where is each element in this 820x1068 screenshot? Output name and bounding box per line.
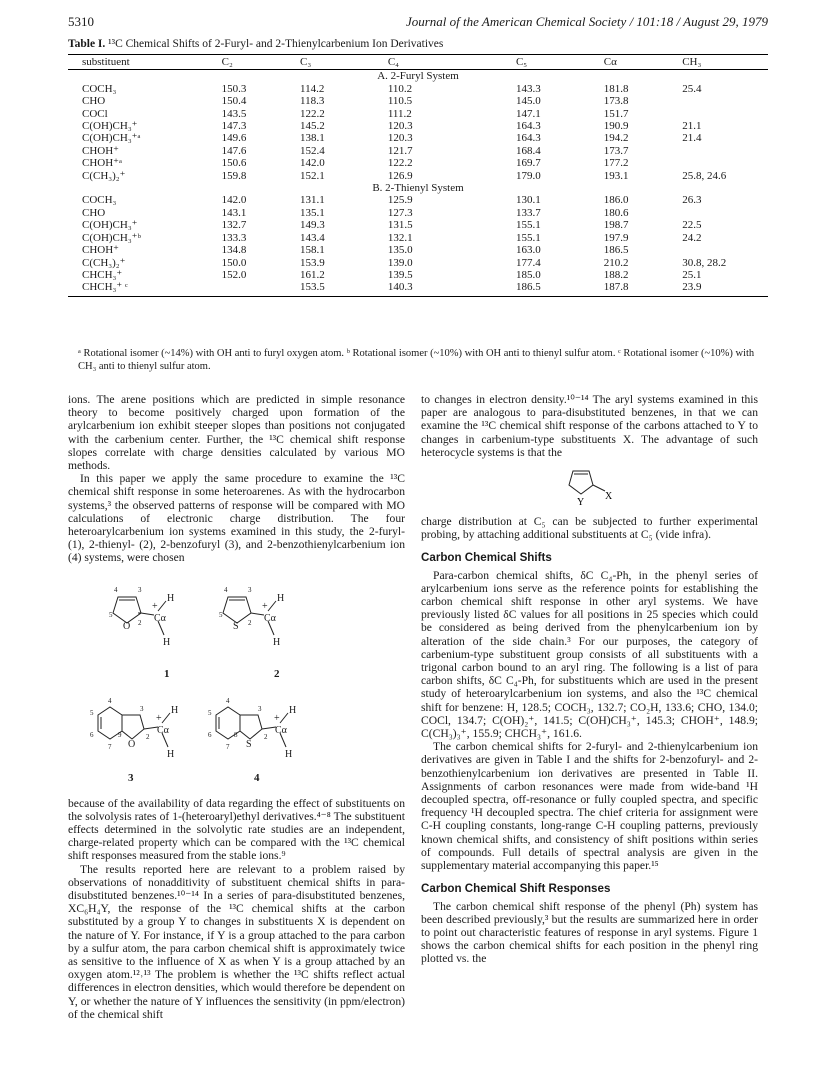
- table-cell: [682, 108, 768, 120]
- column-header: CH₃: [682, 55, 768, 70]
- table-cell: 126.9: [387, 169, 413, 182]
- table-cell: 181.8: [603, 82, 629, 95]
- table-cell: 22.5: [682, 219, 702, 232]
- table-cell: 21.1: [682, 120, 702, 133]
- svg-text:3: 3: [258, 704, 262, 713]
- table-cell: 188.2: [603, 268, 629, 281]
- column-header: substituent: [68, 55, 222, 70]
- svg-text:+: +: [262, 600, 268, 612]
- paragraph: The carbon chemical shifts for 2-furyl- and 2-thienylcarbenium ion derivatives are given in Table I and the shifts for 2-benzofuryl- and 2-benzothienylcarbenium ion derivatives are presented in Table II. Assignments of carbon resonances were made from wide-band ¹H decoupled spectra, off-resonance or fully coupled spectra, and specific frequency ¹H decoupled spectra. The chief criteria for assignment were C-H coupling constants, long-range C-H coupling patterns, previously known chemical shifts, and consistency of shift positions within series of compounds. Full details of spectral analysis are given in the supplementary material accompanying this paper.¹⁵: [421, 740, 758, 873]
- table-cell: 26.3: [682, 194, 702, 207]
- atom-o-3: O: [128, 738, 136, 750]
- svg-text:8: 8: [234, 730, 238, 739]
- table-cell: C(CH₃)₂⁺: [82, 169, 126, 182]
- table-cell: CHO: [82, 95, 106, 108]
- table-cell: 25.4: [682, 82, 702, 95]
- svg-text:9: 9: [118, 730, 122, 739]
- table-row: [68, 194, 768, 206]
- table-cell: 135.1: [300, 206, 325, 219]
- table-cell: 163.0: [515, 244, 541, 257]
- table-cell: 155.1: [515, 219, 541, 232]
- section-row: [68, 70, 768, 83]
- svg-text:7: 7: [108, 742, 112, 751]
- shift-table: [68, 54, 768, 297]
- table-cell: C(CH₃)₂⁺: [82, 256, 126, 269]
- table-cell: CHOH⁺ᵃ: [82, 157, 122, 170]
- table-cell: 132.1: [387, 231, 413, 244]
- svg-text:H: H: [277, 592, 285, 604]
- table-cell: 130.1: [515, 194, 541, 207]
- svg-text:3: 3: [140, 704, 144, 713]
- table-cell: 25.8, 24.6: [682, 169, 727, 182]
- svg-text:3: 3: [138, 585, 142, 594]
- carbon-alpha-2: Cα: [264, 612, 276, 624]
- svg-text:+: +: [274, 712, 280, 724]
- table-cell: COCH₃: [82, 82, 117, 95]
- svg-text:5: 5: [219, 610, 223, 619]
- svg-text:3: 3: [248, 585, 252, 594]
- svg-text:H: H: [171, 704, 179, 716]
- column-header: C₅: [516, 55, 604, 70]
- table-cell: 185.0: [515, 268, 541, 281]
- table-cell: 152.1: [300, 169, 325, 182]
- table-cell: 147.1: [515, 107, 541, 120]
- table-cell: 149.6: [221, 132, 247, 145]
- svg-text:5: 5: [208, 708, 212, 717]
- section-label: A. 2-Furyl System: [377, 70, 459, 83]
- column-header: C₄: [388, 55, 516, 70]
- table-cell: 110.5: [387, 95, 413, 108]
- svg-text:4: 4: [226, 696, 230, 705]
- table-cell: 147.3: [221, 120, 247, 133]
- table-row: [68, 95, 768, 107]
- table-cell: 121.7: [387, 144, 413, 157]
- table-row: [68, 207, 768, 219]
- table-cell: 151.7: [603, 107, 629, 120]
- table-row: [68, 244, 768, 256]
- table-cell: 173.7: [603, 144, 629, 157]
- table-cell: 133.3: [221, 231, 247, 244]
- svg-text:H: H: [163, 636, 171, 648]
- section-label: B. 2-Thienyl System: [372, 182, 464, 195]
- table-cell: 140.3: [388, 281, 516, 296]
- paragraph: Para-carbon chemical shifts, δC C₄-Ph, in the phenyl series of arylcarbenium ions serve as the reference points for establishing the carbon chemical shift response in other aryl systems. We have previously listed δC values for all positions in 25 species which could be considered as being derived from the phenylcarbenium ion by alteration of the side chain.³ For our purposes, the category of carbenium-type substituent group consists of all substituents with a trigonal carbon bound to an aryl ring. The following is a list of para carbon shifts, δC C₄-Ph, for substituents which are used in the present study of heteroarylcarbenium ion systems, and also the ¹³C chemical shift for benzene: H, 128.5; COCH₃, 132.7; CO₂H, 133.6; CHO, 134.0; COCl, 134.7; C(OH)₂⁺, 141.5; C(OH)CH₃⁺, 145.3; CHOH⁺, 148.9; C(CH₃)₃⁺, 155.9; CHCH₃⁺, 161.6.: [421, 568, 758, 741]
- table-cell: 138.1: [300, 132, 325, 145]
- table-cell: 122.2: [387, 157, 413, 170]
- table-row: [68, 257, 768, 269]
- table-cell: 150.0: [221, 256, 247, 269]
- section-heading: Carbon Chemical Shift Responses: [421, 882, 611, 896]
- column-header: C₂: [222, 55, 300, 70]
- compound-label-4: 4: [254, 771, 260, 784]
- table-cell: CHOH⁺: [82, 144, 119, 157]
- table-row: [68, 120, 768, 132]
- svg-text:4: 4: [108, 696, 112, 705]
- svg-text:4: 4: [114, 585, 118, 594]
- compound-label-1: 1: [164, 667, 170, 680]
- table-cell: 118.3: [300, 95, 325, 108]
- table-cell: 24.2: [682, 231, 702, 244]
- table-cell: 120.3: [387, 120, 413, 133]
- table-cell: 145.0: [515, 95, 541, 108]
- table-row: [68, 157, 768, 169]
- section-row: [68, 182, 768, 194]
- substituent-x: X: [605, 491, 613, 503]
- heteroatom-y: Y: [577, 497, 585, 509]
- table-row: [68, 145, 768, 157]
- table-cell: C(OH)CH₃⁺: [82, 120, 138, 133]
- table-cell: 143.5: [221, 107, 247, 120]
- table-cell: 153.9: [300, 256, 325, 269]
- table-cell: 164.3: [515, 132, 541, 145]
- svg-text:2: 2: [146, 732, 150, 741]
- svg-text:+: +: [152, 600, 158, 612]
- table-cell: CHCH₃⁺: [82, 268, 123, 281]
- table-row: [68, 108, 768, 120]
- table-cell: 120.3: [387, 132, 413, 145]
- table-cell: 111.2: [387, 107, 412, 120]
- svg-text:5: 5: [90, 708, 94, 717]
- table-cell: [682, 207, 768, 219]
- right-column: [421, 393, 758, 966]
- table-cell: 139.0: [387, 256, 413, 269]
- table-row: [68, 170, 768, 182]
- paragraph: The results reported here are relevant to a problem raised by observations of nonadditivity of substituent chemical shifts in para-disubstituted benzenes.¹⁰⁻¹⁴ In a series of para-disubstituted benzenes, XC₆H₄Y, the response of the ¹³C chemical shifts at the carbon substituted by a group Y to changes in substituents X is dependent on the nature of Y. For instance, if Y is a group attached to the para carbon by a sulfur atom, the para carbon chemical shift is approximately twice as sensitive to the influence of X as when Y is a group attached by an oxygen atom.¹²˒¹³ The problem is whether the ¹³C shifts reflect actual differences in electron densities, which would therefore be dependent on Y, or whether the nature of Y influences the sensitivity (in ppm/electron) of the chemical shift: [68, 862, 405, 1021]
- table-cell: 186.0: [603, 194, 629, 207]
- atom-s-2: S: [233, 620, 239, 632]
- column-header: C₃: [300, 55, 388, 70]
- svg-text:H: H: [285, 748, 293, 760]
- section-heading: Carbon Chemical Shifts: [421, 551, 552, 565]
- paragraph: because of the availability of data regarding the effect of substituents on the solvolysis rates of 1-(heteroaryl)ethyl derivatives.⁴⁻⁸ The substituent effects determined in the solvolytic rate studies are an independent, charge-related property which can be compared with the ¹³C chemical shift responses measured from the stable ions.⁹: [68, 796, 405, 863]
- table-cell: 122.2: [300, 107, 325, 120]
- table-cell: CHO: [82, 206, 106, 219]
- table-cell: 150.4: [221, 95, 247, 108]
- svg-text:H: H: [167, 592, 175, 604]
- table-cell: [222, 281, 300, 296]
- table-cell: 173.8: [603, 95, 629, 108]
- table-cell: COCH₃: [82, 194, 117, 207]
- table-cell: 21.4: [682, 132, 702, 145]
- table-cell: 168.4: [515, 144, 541, 157]
- table-row: [68, 132, 768, 144]
- table-cell: COCl: [82, 107, 108, 120]
- table-caption: Table I. ¹³C Chemical Shifts of 2-Furyl- and 2-Thienylcarbenium Ion Derivatives: [68, 38, 444, 50]
- table-cell: 127.3: [387, 206, 413, 219]
- table-cell: 164.3: [515, 120, 541, 133]
- table-row: [68, 232, 768, 244]
- svg-text:2: 2: [264, 732, 268, 741]
- atom-o-1: O: [123, 620, 131, 632]
- table-cell: 131.1: [300, 194, 325, 207]
- table-cell: 152.0: [221, 268, 247, 281]
- table-row: [68, 219, 768, 231]
- paragraph: In this paper we apply the same procedure to examine the ¹³C chemical shift response in some heteroarenes. As with the hydrocarbon systems,³ the observed patterns of response will be compared with MO calculations of electronic charge distribution. The four heteroarylcarbenium ion systems examined in this study, the 2-furyl- (1), 2-thienyl- (2), 2-benzofuryl (3), and 2-benzothienylcarbenium ion (4) systems, were chosen: [68, 472, 405, 565]
- table-cell: 143.3: [515, 82, 541, 95]
- table-cell: 135.0: [387, 244, 413, 257]
- table-cell: 180.6: [603, 206, 629, 219]
- table-cell: 169.7: [515, 157, 541, 170]
- heterocycle-figure: [421, 461, 758, 513]
- svg-text:H: H: [289, 704, 297, 716]
- table-cell: [682, 157, 768, 169]
- table-cell: 150.3: [221, 82, 247, 95]
- table-cell: 23.9: [682, 281, 768, 296]
- table-cell: 179.0: [515, 169, 541, 182]
- svg-text:2: 2: [138, 618, 142, 627]
- svg-text:H: H: [167, 748, 175, 760]
- table-cell: 132.7: [221, 219, 247, 232]
- table-cell: 210.2: [603, 256, 629, 269]
- table-cell: 193.1: [603, 169, 629, 182]
- carbon-alpha-3: Cα: [157, 724, 169, 736]
- table-cell: 30.8, 28.2: [682, 256, 727, 269]
- table-footnote: ᵃ Rotational isomer (~14%) with OH anti to furyl oxygen atom. ᵇ Rotational isomer (~10%) with OH anti to thienyl sulfur atom. ᶜ Rotational isomer (~10%) with CH₃ anti to thienyl sulfur atom.: [78, 348, 755, 372]
- table-cell: 142.0: [300, 157, 325, 170]
- table-cell: 145.2: [300, 120, 325, 133]
- table-cell: 143.4: [300, 231, 325, 244]
- table-cell: [682, 95, 768, 107]
- table-cell: C(OH)CH₃⁺: [82, 219, 138, 232]
- paragraph: ions. The arene positions which are predicted in simple resonance theory to become positively charged upon formation of the arylcarbenium ion exhibit steeper slopes than positions not conjugated with the carbenium center. Further, the ¹³C chemical shift response slopes correlate with charge densities calculated by various MO methods.: [68, 393, 405, 473]
- table-cell: 155.1: [515, 231, 541, 244]
- carbon-alpha-4: Cα: [275, 724, 287, 736]
- paragraph: The carbon chemical shift response of the phenyl (Ph) system has been described previously,³ but the results are summarized here in order to point out characteristic features of response in aryl systems. Figure 1 shows the carbon chemical shifts for each position in the phenyl ring plotted vs. the: [421, 899, 758, 966]
- table-cell: 131.5: [387, 219, 413, 232]
- table-cell: 150.6: [221, 157, 247, 170]
- page-header: [68, 14, 768, 32]
- table-cell: 139.5: [387, 268, 413, 281]
- table-cell: 143.1: [221, 206, 247, 219]
- table-cell: [682, 145, 768, 157]
- table-cell: 133.7: [515, 206, 541, 219]
- svg-text:H: H: [273, 636, 281, 648]
- svg-text:5: 5: [109, 610, 113, 619]
- table-cell: [682, 244, 768, 256]
- carbon-alpha-1: Cα: [154, 612, 166, 624]
- table-row: [68, 281, 768, 296]
- table-cell: 194.2: [603, 132, 629, 145]
- left-column: [68, 393, 405, 1021]
- table-row: [68, 269, 768, 281]
- journal-citation: Journal of the American Chemical Society / 101:18 / August 29, 1979: [405, 14, 768, 29]
- table-cell: 142.0: [221, 194, 247, 207]
- table-cell: 198.7: [603, 219, 629, 232]
- paragraph: to changes in electron density.¹⁰⁻¹⁴ The aryl systems examined in this paper are analogous to para-disubstituted benzenes, in that we can examine the ¹³C chemical shift response of the carbons attached to Y to changes in carbenium-type substituents X. The advantage of such heterocycle systems is that the: [421, 393, 758, 459]
- table-cell: C(OH)CH₃⁺ᵇ: [82, 231, 141, 244]
- table-cell: 187.8: [604, 281, 682, 296]
- svg-text:6: 6: [208, 730, 212, 739]
- table-cell: 152.4: [300, 144, 325, 157]
- table-cell: CHOH⁺: [82, 244, 119, 257]
- atom-s-4: S: [246, 738, 252, 750]
- svg-text:+: +: [156, 712, 162, 724]
- table-cell: 186.5: [603, 244, 629, 257]
- structures-figure: [68, 569, 405, 793]
- svg-text:2: 2: [248, 618, 252, 627]
- table-cell: 110.2: [387, 82, 413, 95]
- paragraph: charge distribution at C₅ can be subjected to further experimental probing, by attaching additional substituents at C₅ (vide infra).: [421, 515, 758, 542]
- table-cell: 186.5: [516, 281, 604, 296]
- table-cell: 25.1: [682, 268, 702, 281]
- table-cell: 197.9: [603, 231, 629, 244]
- compound-label-3: 3: [128, 771, 134, 784]
- svg-text:7: 7: [226, 742, 230, 751]
- table-cell: 159.8: [221, 169, 247, 182]
- column-header: Cα: [604, 55, 682, 70]
- table-cell: CHCH₃⁺ ᶜ: [68, 281, 222, 296]
- table-cell: 134.8: [221, 244, 247, 257]
- svg-text:4: 4: [224, 585, 228, 594]
- table-cell: 153.5: [300, 281, 388, 296]
- table-cell: 147.6: [221, 144, 247, 157]
- table-cell: 149.3: [300, 219, 325, 232]
- table-row: [68, 83, 768, 95]
- table-cell: C(OH)CH₃⁺ᵃ: [82, 132, 141, 145]
- table-cell: 161.2: [300, 268, 325, 281]
- table-cell: 190.9: [603, 120, 629, 133]
- page-number: 5310: [68, 14, 94, 29]
- table-header-row: [68, 55, 768, 70]
- svg-text:6: 6: [90, 730, 94, 739]
- table-cell: 177.2: [603, 157, 629, 170]
- table-cell: 158.1: [300, 244, 325, 257]
- table-cell: 114.2: [300, 82, 325, 95]
- table-cell: 125.9: [387, 194, 413, 207]
- table-cell: 177.4: [515, 256, 541, 269]
- compound-label-2: 2: [274, 667, 280, 680]
